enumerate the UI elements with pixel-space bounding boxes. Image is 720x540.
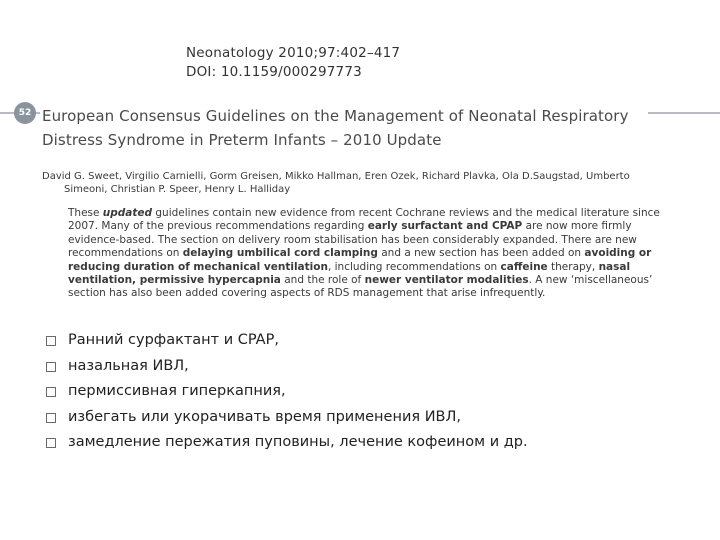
square-bullet-icon	[46, 387, 56, 397]
list-item: назальная ИВЛ,	[44, 356, 528, 382]
highlight-caffeine: caffeine	[500, 260, 548, 273]
journal-reference: Neonatology 2010;97:402–417	[186, 45, 401, 61]
list-item: пермиссивная гиперкапния,	[44, 381, 528, 407]
highlight-early-surfactant: early surfactant and CPAP	[367, 220, 523, 233]
abstract-paragraph: These updated guidelines contain new evidence from recent Cochrane reviews and the medical literature since 2007. Many of the previous recommendations regarding early surfactant and CPAP are now more firmly evidence-based. The section on delivery room stabilisation has been considerably expanded. There are new recommendations on delaying umbilical cord clamping and a new section has been added on avoiding or reducing duration of mechanical ventilation, including recommendations on caffeine therapy, nasal ventilation, permissive hypercapnia and the role of newer ventilator modalities. A new ‘miscellaneous’ section has also been added covering aspects of RDS management that arise infrequently.	[68, 207, 660, 300]
list-item: замедление пережатия пуповины, лечение кофеином и др.	[44, 432, 528, 458]
author-list-line-2: Simeoni, Christian P. Speer, Henry L. Halliday	[64, 184, 291, 195]
author-list-line-1: David G. Sweet, Virgilio Carnielli, Gorm Greisen, Mikko Hallman, Eren Ozek, Richard Plavka, Ola D.Saugstad, Umberto	[42, 171, 630, 182]
highlight-nasal-ventilation: nasal ventilation, permissive hypercapnia	[68, 260, 631, 287]
square-bullet-icon	[46, 413, 56, 423]
doi: DOI: 10.1159/000297773	[186, 64, 362, 80]
slide-number-badge: 52	[14, 102, 36, 124]
highlight-updated: updated	[102, 207, 153, 219]
highlight-cord-clamping: delaying umbilical cord clamping	[182, 247, 378, 260]
slide-title-line-1: European Consensus Guidelines on the Management of Neonatal Respiratory	[42, 107, 629, 125]
list-item: Ранний сурфактант и CPAP,	[44, 330, 528, 356]
key-points-list	[44, 330, 528, 458]
abstract-summary	[68, 207, 673, 301]
list-item: избегать или укорачивать время применения ИВЛ,	[44, 407, 528, 433]
citation	[186, 44, 400, 82]
square-bullet-icon	[46, 438, 56, 448]
square-bullet-icon	[46, 362, 56, 372]
square-bullet-icon	[46, 336, 56, 346]
highlight-ventilator-modalities: newer ventilator modalities	[364, 274, 529, 287]
slide-title-line-2: Distress Syndrome in Preterm Infants – 2010 Update	[42, 131, 442, 149]
slide-title	[42, 104, 682, 152]
highlight-mechanical-ventilation: avoiding or reducing duration of mechanical ventilation	[68, 247, 652, 273]
author-list	[42, 170, 682, 196]
